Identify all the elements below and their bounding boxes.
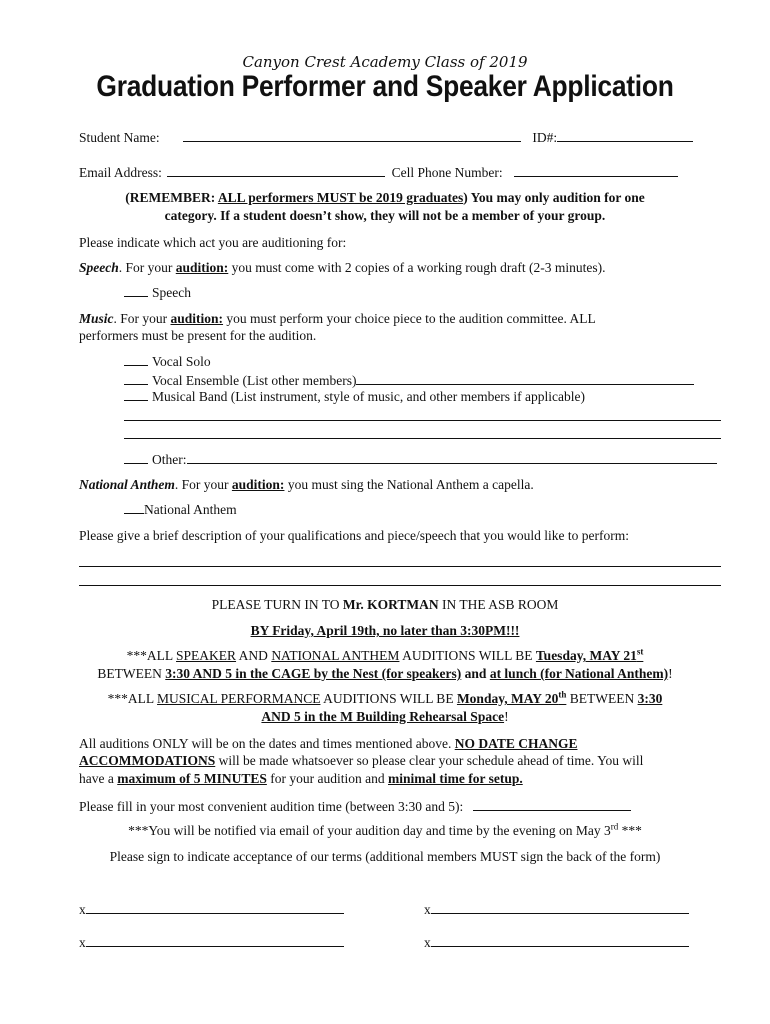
- signature-x-2: x: [424, 902, 431, 917]
- signature-field-2[interactable]: [431, 900, 689, 914]
- speech-heading: Speech: [79, 260, 119, 275]
- speech-text: you must come with 2 copies of a working rough draft (2-3 minutes).: [228, 260, 606, 275]
- description-line-1[interactable]: [79, 566, 721, 567]
- description-line-2[interactable]: [79, 585, 721, 586]
- ma-time2: AND 5 in the M Building Rehearsal Space: [261, 709, 505, 724]
- sa-date-sup: st: [636, 646, 644, 657]
- turn-in-pre: PLEASE TURN IN TO: [211, 597, 343, 612]
- vocal-solo-label: Vocal Solo: [152, 354, 211, 369]
- sa-time: 3:30 AND 5 in the CAGE by the Nest (for speakers): [165, 666, 462, 681]
- vocal-solo-option[interactable]: [124, 353, 211, 370]
- convenient-time-label: Please fill in your most convenient audition time (between 3:30 and 5):: [79, 799, 464, 814]
- vocal-ensemble-members-field[interactable]: [356, 371, 694, 385]
- music-text: you must perform your choice piece to the audition committee. ALL: [223, 311, 596, 326]
- notified-end: ***: [618, 823, 642, 838]
- policy-max: maximum of 5 MINUTES: [117, 771, 267, 786]
- anthem-instructions: [79, 476, 534, 493]
- signature-field-1[interactable]: [86, 900, 344, 914]
- music-intro: . For your: [113, 311, 171, 326]
- remember-line-2: category. If a student doesn’t show, they will not be a member of your group.: [164, 208, 606, 223]
- anthem-intro: . For your: [174, 477, 232, 492]
- sa-p2: AND: [236, 648, 272, 663]
- email-label: Email Address:: [79, 165, 162, 180]
- description-prompt: Please give a brief description of your qualifications and piece/speech that you would like to perform:: [79, 528, 629, 543]
- policy-p4: for your audition and: [266, 771, 388, 786]
- ma-p1: ***ALL: [107, 691, 158, 706]
- sa-lunch: at lunch (for National Anthem): [489, 666, 669, 681]
- ma-date: Monday, MAY 20: [456, 691, 559, 706]
- turn-in-line: [0, 596, 770, 613]
- policy-accom: ACCOMMODATIONS: [79, 753, 216, 768]
- ma-date-wrap: [457, 691, 566, 706]
- signature-field-4[interactable]: [431, 933, 689, 947]
- sa-p5: and: [461, 666, 490, 681]
- ma-p2: AUDITIONS WILL BE: [320, 691, 457, 706]
- policy-p1: All auditions ONLY will be on the dates and times mentioned above.: [79, 736, 455, 751]
- sa-date: Tuesday, MAY 21: [535, 648, 637, 663]
- sa-p4: BETWEEN: [97, 666, 166, 681]
- policy-p3: have a: [79, 771, 118, 786]
- remember-graduates: ALL performers MUST be 2019 graduates: [217, 190, 464, 205]
- student-name-field[interactable]: [183, 128, 521, 142]
- signature-line-2[interactable]: [424, 900, 689, 918]
- remember-rest: ) You may only audition for one: [463, 190, 645, 205]
- band-details-line-1[interactable]: [124, 420, 721, 421]
- music-auditions-line-1: [0, 690, 770, 707]
- music-instructions: [79, 310, 596, 327]
- vocal-ensemble-option[interactable]: [124, 371, 694, 389]
- anthem-text: you must sing the National Anthem a capella.: [284, 477, 534, 492]
- convenient-time-row: [79, 797, 631, 815]
- policy-line-3: [79, 770, 523, 787]
- anthem-blank[interactable]: [124, 501, 144, 514]
- ma-p4: !: [504, 709, 509, 724]
- sa-p3: AUDITIONS WILL BE: [399, 648, 536, 663]
- other-option[interactable]: [124, 450, 717, 468]
- cell-label: Cell Phone Number:: [391, 165, 503, 180]
- id-label: ID#:: [532, 130, 558, 145]
- signature-x-4: x: [424, 935, 431, 950]
- remember-word: REMEMBER: [129, 190, 211, 205]
- vocal-solo-blank[interactable]: [124, 353, 148, 366]
- anthem-option-label: National Anthem: [144, 502, 237, 517]
- policy-minimal: minimal time for setup.: [387, 771, 523, 786]
- form-title-wrap: [0, 70, 770, 114]
- form-title: Graduation Performer and Speaker Application: [96, 70, 674, 103]
- sa-speaker: SPEAKER: [176, 648, 237, 663]
- signature-line-3[interactable]: [79, 933, 344, 951]
- signature-x-3: x: [79, 935, 86, 950]
- speech-option[interactable]: [124, 284, 191, 301]
- signature-line-1[interactable]: [79, 900, 344, 918]
- policy-no-change: NO DATE CHANGE: [454, 736, 578, 751]
- speech-checkbox-blank[interactable]: [124, 284, 148, 297]
- music-audition-word: audition:: [170, 311, 224, 326]
- sa-date-wrap: [536, 648, 643, 663]
- anthem-audition-word: audition:: [231, 477, 285, 492]
- student-name-row: [79, 128, 693, 146]
- turn-in-name: Mr. KORTMAN: [342, 597, 439, 612]
- music-heading: Music: [79, 311, 114, 326]
- email-row: [79, 163, 678, 181]
- band-details-line-2[interactable]: [124, 438, 721, 439]
- deadline-line: BY Friday, April 19th, no later than 3:30PM!!!: [250, 623, 520, 638]
- ma-time1: 3:30: [637, 691, 663, 706]
- signature-x-1: x: [79, 902, 86, 917]
- ma-musical: MUSICAL PERFORMANCE: [157, 691, 321, 706]
- policy-p2: will be made whatsoever so please clear your schedule ahead of time. You will: [215, 753, 644, 768]
- music-auditions-line-2: [0, 708, 770, 725]
- remember-paren: (: [125, 190, 130, 205]
- remember-line-1: [0, 189, 770, 206]
- anthem-heading: National Anthem: [79, 477, 175, 492]
- notified-text: ***You will be notified via email of your audition day and time by the evening on May 3: [128, 823, 611, 838]
- other-label: Other:: [152, 452, 187, 467]
- signature-field-3[interactable]: [86, 933, 344, 947]
- cell-field[interactable]: [514, 163, 678, 177]
- id-field[interactable]: [557, 128, 693, 142]
- other-field[interactable]: [187, 450, 717, 464]
- speaker-auditions-line-2: [0, 665, 770, 682]
- turn-in-post: IN THE ASB ROOM: [438, 597, 559, 612]
- musical-band-label: Musical Band (List instrument, style of music, and other members if applicable): [152, 389, 586, 404]
- musical-band-blank[interactable]: [124, 388, 148, 401]
- email-field[interactable]: [167, 163, 385, 177]
- anthem-option[interactable]: [124, 501, 237, 518]
- vocal-ensemble-label: Vocal Ensemble (List other members): [152, 373, 357, 388]
- speech-instructions: [79, 259, 605, 276]
- musical-band-option[interactable]: [124, 388, 585, 405]
- policy-line-1: [79, 735, 577, 752]
- ma-date-sup: th: [558, 689, 567, 700]
- sa-anthem: NATIONAL ANTHEM: [271, 648, 400, 663]
- music-instructions-2: performers must be present for the audition.: [79, 328, 317, 343]
- sa-p6: !: [668, 666, 673, 681]
- signature-line-4[interactable]: [424, 933, 689, 951]
- other-blank[interactable]: [124, 451, 148, 464]
- notified-sup: rd: [610, 821, 619, 832]
- student-name-label: Student Name:: [79, 130, 160, 145]
- indicate-text: Please indicate which act you are auditioning for:: [79, 235, 347, 250]
- ma-p3: BETWEEN: [566, 691, 638, 706]
- school-class-line: Canyon Crest Academy Class of 2019: [242, 53, 528, 71]
- sa-p1: ***ALL: [126, 648, 177, 663]
- speech-intro: . For your: [118, 260, 176, 275]
- notified-line: [0, 822, 770, 839]
- speech-audition-word: audition:: [175, 260, 229, 275]
- speech-option-label: Speech: [152, 285, 191, 300]
- speaker-auditions-line-1: [0, 647, 770, 664]
- sign-prompt: Please sign to indicate acceptance of our terms (additional members MUST sign the back of the form): [109, 849, 661, 864]
- policy-line-2: [79, 752, 643, 769]
- remember-colon: :: [210, 190, 218, 205]
- vocal-ensemble-blank[interactable]: [124, 372, 148, 385]
- convenient-time-field[interactable]: [473, 797, 631, 811]
